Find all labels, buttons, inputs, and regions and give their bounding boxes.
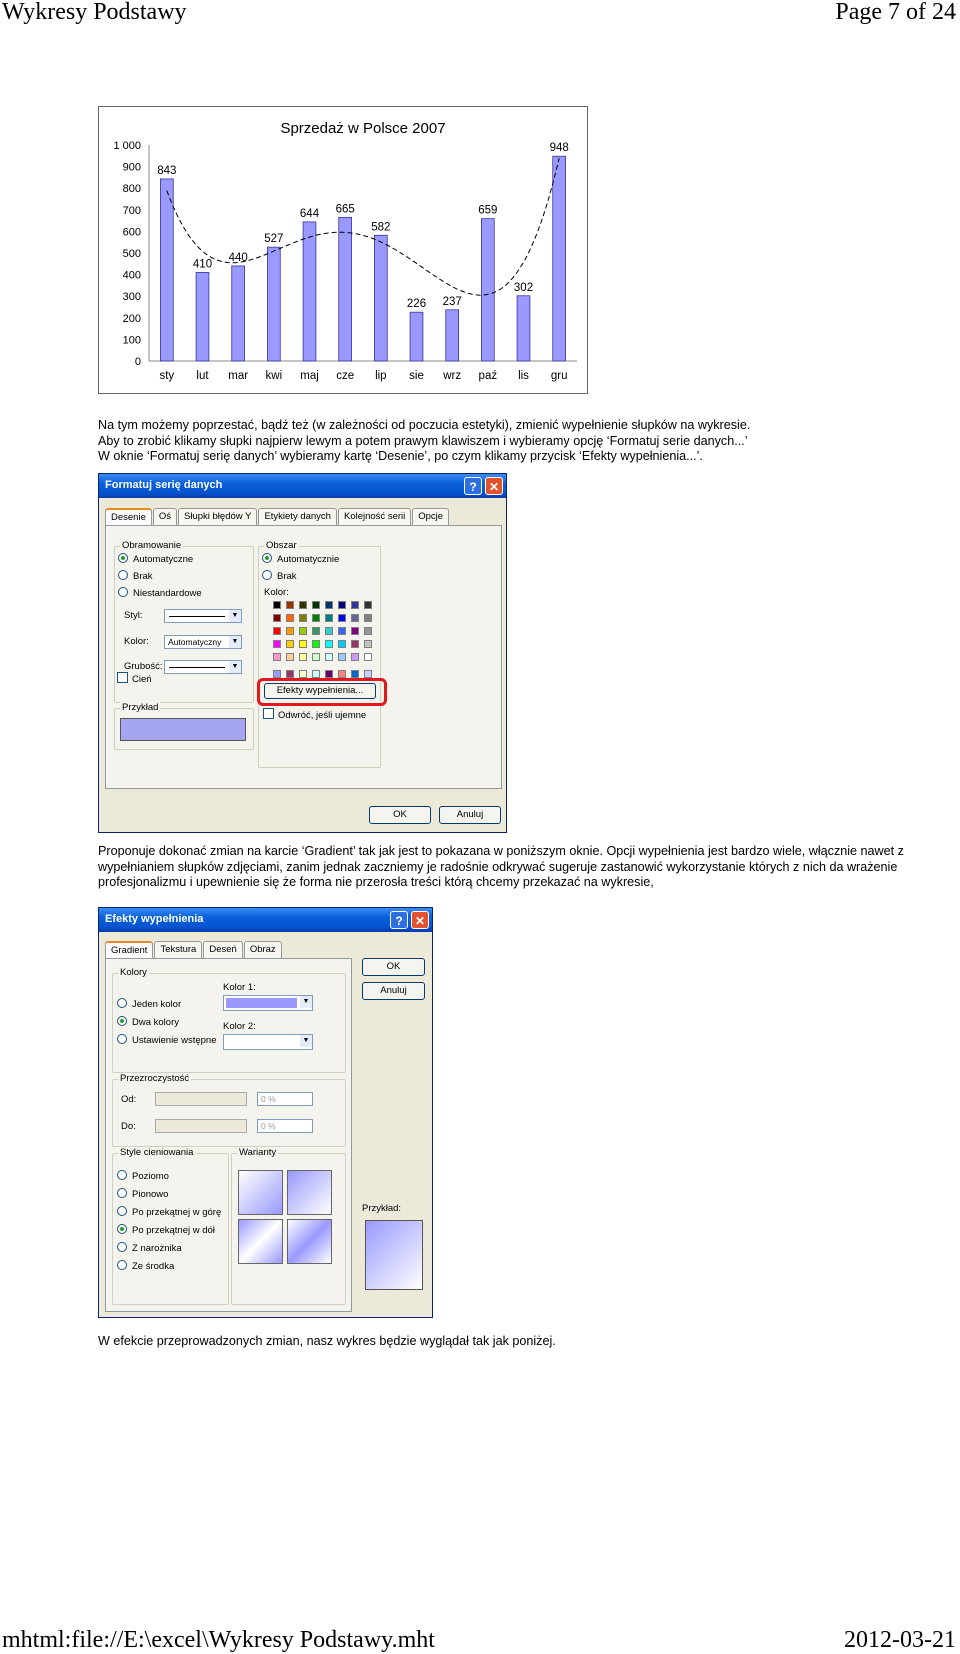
checkbox-label: Odwróć, jeśli ujemne (278, 710, 367, 721)
dialog-tabs (105, 508, 450, 525)
close-icon[interactable]: ✕ (485, 477, 503, 495)
color-swatch[interactable] (286, 627, 294, 635)
bar (410, 312, 423, 361)
dialog-titlebar (99, 474, 506, 498)
radio-dot (118, 587, 128, 597)
x-tick-label: maj (300, 370, 319, 382)
radio-label: Z narożnika (132, 1243, 182, 1254)
sample-label: Przykład: (362, 1203, 402, 1214)
paragraph-1 (98, 418, 948, 465)
color-palette (273, 601, 372, 661)
sample-group (114, 702, 254, 750)
color-swatch[interactable] (351, 627, 359, 635)
shadow-checkbox[interactable] (117, 672, 152, 685)
color-label: Kolor: (124, 636, 149, 647)
shading-diagonal-up-radio[interactable] (117, 1206, 221, 1218)
color2-swatch (226, 1037, 297, 1047)
x-tick-label: lip (375, 370, 387, 382)
data-label: 948 (549, 142, 569, 155)
paragraph-1-line: Na tym możemy poprzestać, bądź też (w zależności od poczucia estetyki), zmienić wypełnienie słupków na wykresie. (98, 418, 751, 432)
color-swatch[interactable] (312, 614, 320, 622)
line-sample (169, 616, 225, 617)
fill-effects-dialog (98, 907, 433, 1318)
y-tick-label: 500 (122, 248, 141, 260)
radio-dot (117, 1188, 127, 1198)
data-label: 527 (264, 233, 284, 246)
shading-corner-radio[interactable] (117, 1242, 182, 1254)
radio-label: Ze środka (132, 1261, 175, 1272)
color-swatch[interactable] (338, 653, 346, 661)
radio-label: Automatyczne (133, 554, 194, 565)
radio-label: Jeden kolor (132, 999, 182, 1010)
bar (196, 272, 209, 361)
cancel-button[interactable]: Anuluj (362, 982, 425, 1000)
color-swatch[interactable] (364, 640, 372, 648)
border-none-radio[interactable] (118, 570, 153, 582)
trendline (167, 158, 559, 295)
bar (267, 247, 280, 361)
dialog-title: Formatuj serię danych (105, 479, 223, 491)
radio-label: Po przekątnej w dół (132, 1225, 215, 1236)
y-tick-label: 1 000 (113, 140, 141, 152)
color2-label: Kolor 2: (223, 1021, 256, 1032)
color-swatch[interactable] (286, 670, 294, 678)
color2-combo[interactable] (223, 1034, 313, 1050)
tab-desenie[interactable]: Desenie (105, 508, 152, 525)
help-icon[interactable]: ? (464, 477, 482, 495)
bar (553, 156, 566, 361)
x-tick-label: mar (228, 370, 249, 382)
shading-diagonal-down-radio[interactable] (117, 1224, 215, 1236)
checkbox-label: Cień (132, 674, 152, 685)
color-swatch[interactable] (299, 627, 307, 635)
variant-tile[interactable] (238, 1219, 283, 1264)
y-tick-label: 100 (122, 334, 141, 347)
chart-title: Sprzedaż w Polsce 2007 (280, 120, 446, 137)
color-swatch[interactable] (286, 601, 294, 609)
tab-options[interactable]: Opcje (412, 508, 449, 525)
tab-gradient[interactable]: Gradient (105, 941, 153, 958)
radio-dot (117, 1034, 127, 1044)
y-tick-label: 400 (122, 269, 141, 282)
color-swatch[interactable] (273, 627, 281, 635)
color-swatch[interactable] (364, 614, 372, 622)
chevron-down-icon: ▼ (229, 661, 241, 673)
color-swatch[interactable] (286, 640, 294, 648)
color-swatch[interactable] (312, 653, 320, 661)
color-swatch[interactable] (299, 614, 307, 622)
tab-pattern[interactable]: Deseń (203, 941, 242, 958)
data-label: 843 (157, 164, 177, 177)
area-auto-radio[interactable] (262, 553, 339, 565)
border-group-label: Obramowanie (122, 540, 182, 551)
data-label: 440 (228, 251, 248, 264)
radio-label: Ustawienie wstępne (132, 1035, 217, 1046)
from-value: 0 % (261, 1094, 276, 1104)
area-none-radio[interactable] (262, 570, 297, 582)
color-swatch[interactable] (286, 614, 294, 622)
chevron-down-icon: ▼ (300, 996, 312, 1008)
color-swatch[interactable] (364, 670, 372, 678)
color-swatch[interactable] (325, 627, 333, 635)
color-swatch[interactable] (338, 614, 346, 622)
color-swatch[interactable] (351, 640, 359, 648)
radio-label: Pionowo (132, 1189, 169, 1200)
dialog-tabs (105, 941, 283, 958)
y-tick-label: 200 (122, 312, 141, 325)
color-swatch[interactable] (338, 670, 346, 678)
x-tick-label: sty (159, 370, 175, 382)
radio-dot (117, 1016, 127, 1026)
color-swatch[interactable] (364, 627, 372, 635)
color-swatch[interactable] (273, 614, 281, 622)
tab-picture[interactable]: Obraz (244, 941, 282, 958)
color-swatch[interactable] (312, 640, 320, 648)
format-series-dialog (98, 473, 507, 833)
radio-dot (117, 998, 127, 1008)
radio-label: Brak (133, 571, 153, 582)
radio-dot (262, 570, 272, 580)
to-label: Do: (121, 1121, 136, 1132)
to-value-field[interactable] (257, 1119, 313, 1133)
color-swatch[interactable] (351, 614, 359, 622)
variant-tile[interactable] (287, 1219, 332, 1264)
data-label: 582 (371, 221, 391, 234)
data-label: 410 (192, 258, 213, 271)
color-swatch[interactable] (299, 640, 307, 648)
color-swatch[interactable] (325, 640, 333, 648)
color-swatch[interactable] (351, 653, 359, 661)
color-swatch[interactable] (312, 627, 320, 635)
color-swatch[interactable] (325, 670, 333, 678)
color-swatch[interactable] (351, 670, 359, 678)
chevron-down-icon: ▼ (229, 610, 241, 622)
transparency-group-label: Przezroczystość (120, 1073, 190, 1084)
footer-path: mhtml:file://E:\excel\Wykresy Podstawy.mht (2, 1627, 435, 1653)
bar (374, 235, 387, 361)
radio-dot (117, 1242, 127, 1252)
radio-dot (262, 553, 272, 563)
color1-label: Kolor 1: (223, 982, 256, 993)
gradient-sample (365, 1220, 423, 1290)
invert-if-negative-checkbox[interactable] (263, 708, 366, 721)
color-swatch[interactable] (299, 653, 307, 661)
close-icon[interactable]: ✕ (411, 911, 429, 929)
paragraph-2-line: profesjonalizmu i upewnienie się że forma nie przerosła treści którą chcemy przekazać na wykresie, (98, 875, 654, 890)
paragraph-1-line: Aby to zrobić klikamy słupki najpierw lewym a potem prawym klawiszem i wybieramy opcję ‘Formatuj serie danych...’ (98, 433, 748, 448)
y-tick-label: 0 (134, 356, 141, 368)
radio-dot (117, 1260, 127, 1270)
data-label: 644 (299, 207, 320, 220)
tab-panel (105, 525, 502, 789)
radio-label: Automatycznie (277, 554, 340, 565)
one-color-radio[interactable] (117, 998, 181, 1010)
to-value: 0 % (261, 1121, 276, 1131)
weight-combo[interactable] (164, 660, 242, 674)
chevron-down-icon: ▼ (229, 636, 241, 648)
cancel-button[interactable]: Anuluj (439, 806, 501, 824)
radio-label: Po przekątnej w górę (132, 1207, 222, 1218)
tab-os[interactable]: Oś (153, 508, 177, 525)
color-swatch[interactable] (338, 627, 346, 635)
x-tick-label: paź (478, 370, 498, 382)
border-auto-radio[interactable] (118, 553, 193, 565)
color-swatch[interactable] (312, 601, 320, 609)
preset-radio[interactable] (117, 1034, 217, 1046)
tab-texture[interactable]: Tekstura (154, 941, 202, 958)
color-swatch[interactable] (364, 601, 372, 609)
radio-label: Niestandardowe (133, 588, 202, 599)
x-tick-label: lut (196, 370, 209, 382)
data-label: 237 (442, 295, 462, 308)
color-swatch[interactable] (273, 653, 281, 661)
color-swatch[interactable] (273, 640, 281, 648)
bar (481, 219, 494, 361)
x-tick-label: sie (409, 370, 424, 382)
tab-panel (105, 958, 352, 1312)
style-combo[interactable] (164, 609, 242, 623)
chevron-down-icon: ▼ (300, 1035, 312, 1047)
radio-dot (118, 553, 128, 563)
x-tick-label: gru (550, 370, 568, 382)
color-swatch[interactable] (312, 670, 320, 678)
color-swatch[interactable] (286, 653, 294, 661)
bar (303, 222, 316, 361)
variant-tile[interactable] (287, 1170, 332, 1215)
sales-chart-svg (99, 107, 587, 393)
help-icon[interactable]: ? (390, 911, 408, 929)
bar (517, 296, 530, 361)
shading-group (112, 1147, 229, 1305)
data-label: 665 (335, 203, 355, 216)
shading-vertical-radio[interactable] (117, 1188, 168, 1200)
data-label: 226 (406, 298, 427, 311)
y-tick-label: 300 (122, 291, 141, 304)
x-tick-label: kwi (265, 370, 283, 382)
radio-dot (117, 1224, 127, 1234)
paragraph-1-line: W oknie ‘Formatuj serię danych’ wybieramy kartę ‘Desenie’, po czym klikamy przycisk ‘Efekty wypełnienia...’. (98, 449, 703, 464)
ok-button[interactable]: OK (369, 806, 431, 824)
y-tick-label: 800 (122, 183, 141, 196)
variant-tile[interactable] (238, 1170, 283, 1215)
sample-group-label: Przykład (122, 702, 159, 713)
y-tick-label: 700 (122, 204, 141, 217)
variants-group-label: Warianty (239, 1147, 277, 1158)
footer-date: 2012-03-21 (844, 1627, 956, 1653)
from-value-field[interactable] (257, 1092, 313, 1106)
shading-group-label: Style cieniowania (120, 1147, 194, 1158)
color-swatch[interactable] (325, 601, 333, 609)
paragraph-3: W efekcie przeprowadzonych zmian, nasz wykres będzie wyglądał tak jak poniżej. (98, 1334, 556, 1348)
colors-group (112, 967, 346, 1073)
color1-combo[interactable] (223, 995, 313, 1011)
tab-data-labels[interactable]: Etykiety danych (258, 508, 337, 525)
color-swatch[interactable] (338, 640, 346, 648)
checkbox-box (263, 708, 274, 719)
bar (446, 310, 459, 361)
area-group-label: Obszar (266, 540, 297, 551)
transparency-group (112, 1073, 346, 1147)
color-swatch[interactable] (299, 601, 307, 609)
color-swatch[interactable] (351, 601, 359, 609)
tab-error-bars[interactable]: Słupki błędów Y (178, 508, 257, 525)
color-swatch[interactable] (273, 601, 281, 609)
radio-label: Dwa kolory (132, 1017, 179, 1028)
area-group (258, 540, 381, 768)
y-tick-label: 900 (122, 161, 141, 174)
weight-label: Grubość: (124, 661, 163, 672)
shading-horizontal-radio[interactable] (117, 1170, 169, 1182)
color-swatch[interactable] (273, 670, 281, 678)
border-custom-radio[interactable] (118, 587, 202, 599)
bar (339, 217, 352, 361)
variants-group (231, 1147, 346, 1305)
radio-dot (117, 1170, 127, 1180)
radio-dot (117, 1206, 127, 1216)
two-colors-radio[interactable] (117, 1016, 179, 1028)
from-label: Od: (121, 1094, 137, 1105)
data-label: 659 (478, 204, 498, 217)
tab-series-order[interactable]: Kolejność serii (338, 508, 411, 525)
y-tick-label: 600 (122, 226, 141, 239)
paragraph-2 (98, 844, 958, 891)
radio-dot (118, 570, 128, 580)
data-label: 302 (513, 281, 534, 294)
color1-swatch (226, 998, 297, 1008)
radio-label: Poziomo (132, 1171, 169, 1182)
fill-effects-button[interactable]: Efekty wypełnienia... (264, 683, 376, 699)
paragraph-2-line: wypełnianiem słupków zdjęciami, zanim jednak zaczniemy je radośnie odkrywać sugeruje zastanowić wykorzystanie których z nich da wrażenie (98, 859, 898, 874)
shading-center-radio[interactable] (117, 1260, 174, 1272)
color-swatch[interactable] (325, 653, 333, 661)
sample-preview (120, 718, 246, 741)
bar (232, 266, 245, 361)
color-swatch[interactable] (364, 653, 372, 661)
ok-button[interactable]: OK (362, 958, 425, 976)
line-sample (169, 667, 225, 668)
to-slider[interactable] (155, 1119, 247, 1133)
bar (160, 179, 173, 361)
paragraph-2-line: Proponuje dokonać zmian na karcie ‘Gradient’ tak jak jest to pokazana w poniższym oknie. Opcji wypełnienia jest bardzo wiele, włącznie nawet z (98, 844, 904, 858)
x-tick-label: wrz (443, 370, 462, 382)
sales-chart (98, 106, 588, 394)
page-number: Page 7 of 24 (835, 0, 956, 25)
area-color-label: Kolor: (264, 587, 289, 598)
dialog-titlebar (99, 908, 432, 932)
dialog-title: Efekty wypełnienia (105, 913, 204, 925)
from-slider[interactable] (155, 1092, 247, 1106)
checkbox-box (117, 672, 128, 683)
color-combo-value: Automatyczny (168, 637, 222, 647)
color-swatch[interactable] (338, 601, 346, 609)
document-title: Wykresy Podstawy (2, 0, 187, 25)
colors-group-label: Kolory (120, 967, 147, 978)
style-label: Styl: (124, 610, 143, 621)
color-combo[interactable] (164, 635, 242, 649)
x-tick-label: lis (518, 370, 529, 382)
radio-label: Brak (277, 571, 297, 582)
x-tick-label: cze (336, 370, 355, 382)
color-swatch[interactable] (299, 670, 307, 678)
color-swatch[interactable] (325, 614, 333, 622)
